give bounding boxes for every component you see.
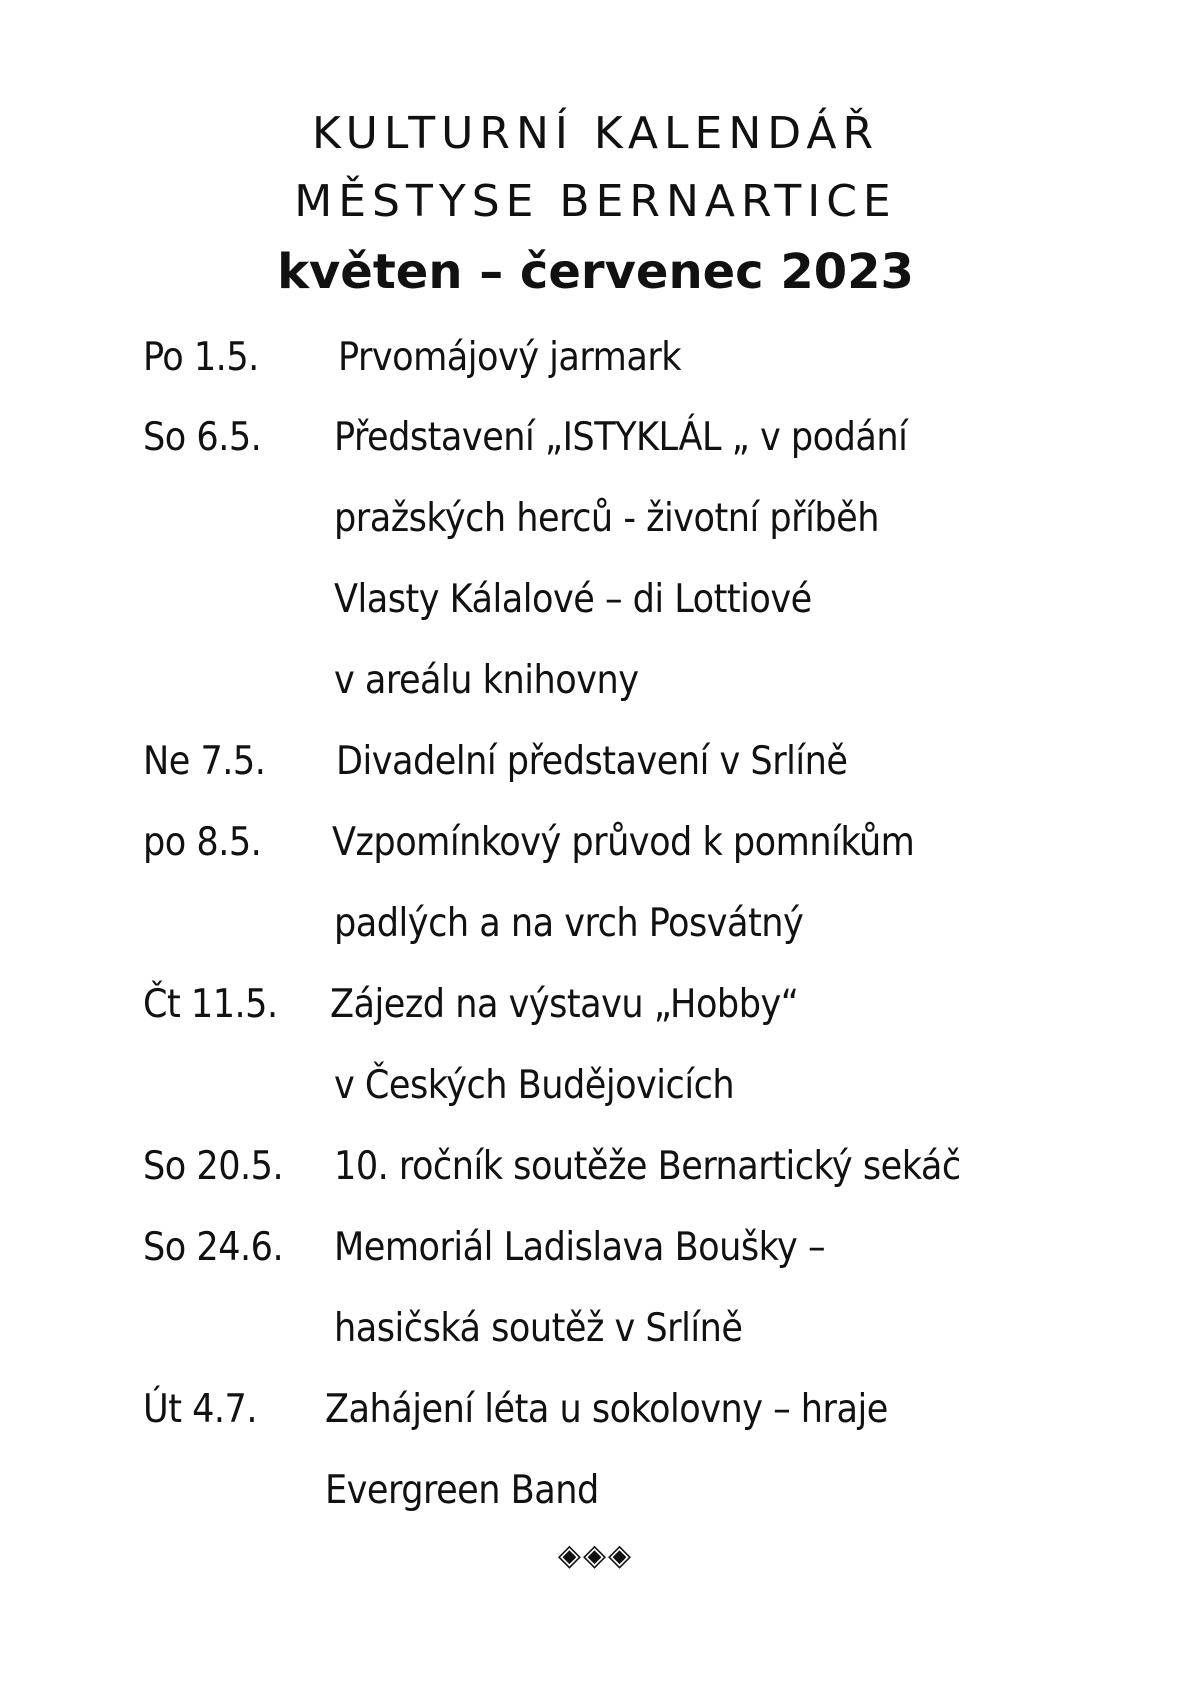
event-date: Ne 7.5.: [143, 739, 266, 784]
event-date: So 6.5.: [143, 415, 262, 460]
diamond-ornament-icon: ◈◈◈: [557, 1538, 634, 1573]
event-text: Zájezd na výstavu „Hobby“: [330, 982, 799, 1027]
title-line-1: KULTURNÍ KALENDÁŘ: [311, 108, 880, 159]
event-text: v areálu knihovny: [334, 658, 639, 703]
event-date: Po 1.5.: [143, 335, 259, 380]
event-text: Prvomájový jarmark: [338, 335, 682, 380]
event-text: Vlasty Kálalové – di Lottiové: [334, 577, 812, 622]
event-text: padlých a na vrch Posvátný: [334, 901, 804, 946]
event-text: Divadelní představení v Srlíně: [336, 739, 848, 784]
event-date: po 8.5.: [143, 820, 262, 865]
event-text: hasičská soutěž v Srlíně: [334, 1306, 743, 1351]
event-text: Memoriál Ladislava Boušky –: [334, 1225, 825, 1270]
event-text: Evergreen Band: [325, 1468, 599, 1513]
event-text: v Českých Budějovicích: [334, 1063, 735, 1108]
event-text: Představení „ISTYKLÁL „ v podání: [334, 415, 908, 460]
event-text: 10. ročník soutěže Bernartický sekáč: [334, 1144, 961, 1189]
event-text: Zahájení léta u sokolovny – hraje: [325, 1387, 888, 1432]
event-date: So 24.6.: [143, 1225, 284, 1270]
title-period: květen – červenec 2023: [277, 244, 914, 300]
event-date: Čt 11.5.: [143, 982, 278, 1027]
event-date: Út 4.7.: [143, 1387, 257, 1432]
event-date: So 20.5.: [143, 1144, 284, 1189]
event-text: Vzpomínkový průvod k pomníkům: [332, 820, 915, 865]
title-line-2: MĚSTYSE BERNARTICE: [294, 176, 897, 227]
event-text: pražských herců - životní příběh: [334, 496, 879, 541]
